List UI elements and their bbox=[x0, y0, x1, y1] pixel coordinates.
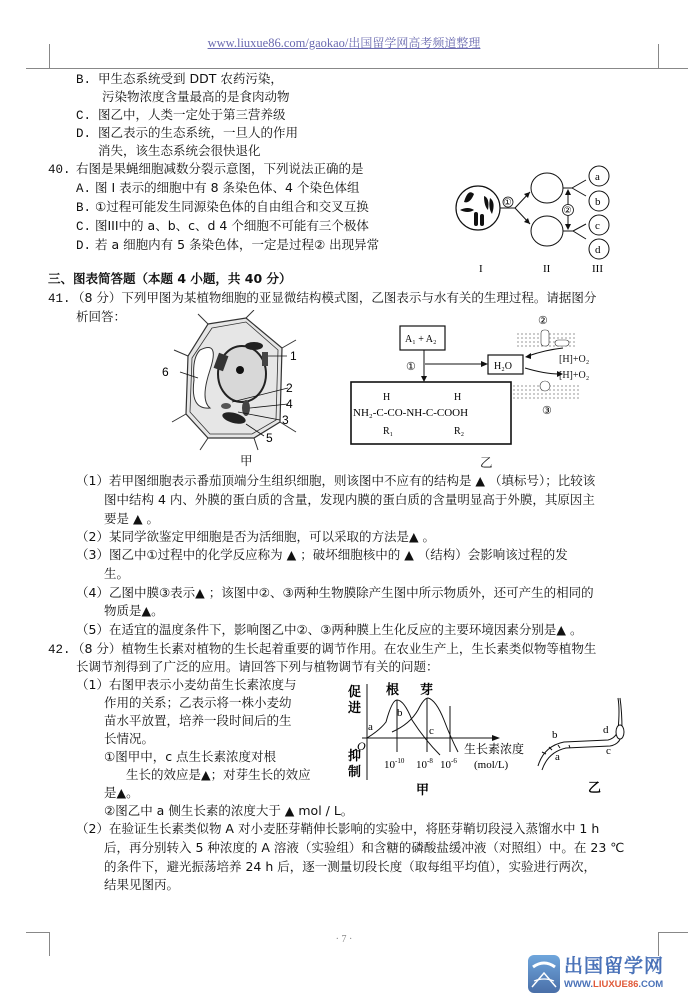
q42-sub2-line3: 的条件下，避光振荡培养 24 h 后，逐一测量切段长度（取每组平均值），实验进行两次， bbox=[104, 859, 596, 874]
y-label-inhibit-2: 制 bbox=[348, 765, 362, 780]
nucleus bbox=[218, 346, 266, 402]
q41-sub4-line1: （4）乙图中膜③表示▲ ；该图中②、③两种生物膜除产生图中所示物质外，还可产生的相同的 bbox=[76, 585, 594, 600]
membrane-2 bbox=[517, 330, 577, 346]
point-c-label: c bbox=[429, 725, 434, 737]
q41-fig-yi-caption: 乙 bbox=[480, 455, 493, 470]
corner-mark-top-right bbox=[658, 44, 659, 68]
q42-sub2-line4: 结果见图丙。 bbox=[104, 877, 180, 892]
logo-emblem-icon bbox=[528, 955, 560, 993]
curve-label-bud: 芽 bbox=[420, 683, 434, 698]
cell-label-3: 3 bbox=[282, 413, 289, 427]
cell-a-label: a bbox=[595, 171, 600, 183]
nucleolus bbox=[236, 366, 244, 374]
cell-d-label: d bbox=[595, 244, 601, 256]
header-rule bbox=[26, 68, 688, 69]
y-label-inhibit-1: 抑 bbox=[348, 749, 362, 764]
peptide-h2: H bbox=[454, 392, 462, 403]
q42-sub2-line2: 后，再分别转入 5 种浓度的 A 溶液（实验组）和含糖的磷酸盐缓冲液（对照组）中。在 23 ℃ bbox=[104, 840, 625, 855]
q41-sub2-line1: （2）某同学欲鉴定甲细胞是否为活细胞，可以采取的方法是▲ 。 bbox=[76, 529, 436, 544]
q41-sub3-line1: （3）图乙中①过程中的化学反应称为 ▲ ；破坏细胞核中的 ▲ （结构）会影响该过程的发 bbox=[76, 547, 568, 562]
q39-option-b-line1: 甲生态系统受到 DDT 农药污染， bbox=[98, 71, 283, 86]
q42-fig-yi-caption: 乙 bbox=[588, 781, 602, 796]
q42-sub1-line4: 长情况。 bbox=[104, 731, 155, 746]
q42-stem-line2: 长调节剂得到了广泛的应用。请回答下列与植物调节有关的问题： bbox=[76, 659, 439, 674]
seedling-d-label: d bbox=[603, 724, 609, 736]
stage-iii-label: III bbox=[592, 263, 603, 275]
peptide-r2: R₂ bbox=[454, 426, 465, 437]
membrane2-label: ② bbox=[538, 315, 548, 327]
membrane3-label: ③ bbox=[542, 405, 552, 417]
q41-number: 41. bbox=[48, 292, 71, 306]
q40-step1-label: ① bbox=[503, 197, 512, 207]
curve-label-root: 根 bbox=[386, 683, 400, 698]
page-header bbox=[0, 34, 688, 51]
membrane-3 bbox=[513, 381, 581, 398]
q39-option-b-line2: 污染物浓度含量最高的是食肉动物 bbox=[102, 89, 290, 104]
q41-sub4-line2: 物质是▲。 bbox=[104, 603, 164, 618]
q40-option-b: B. ①过程可能发生同源染色体的自由组合和交叉互换 bbox=[76, 199, 369, 215]
corner-mark-bottom-left-h bbox=[26, 932, 49, 933]
q42-auxin-chart bbox=[340, 680, 540, 805]
peptide-formula: NH₂-C-CO-NH-C-COOH bbox=[353, 407, 469, 419]
q42-sub2-line1: （2）在验证生长素类似物 A 对小麦胚芽鞘伸长影响的实验中，将胚芽鞘切段浸入蒸馏水中 1 h bbox=[76, 821, 600, 836]
q41-sub5-line1: （5）在适宜的温度条件下，影响图乙中②、③两种膜上生化反应的主要环境因素分别是▲ 。 bbox=[76, 622, 583, 637]
x-tick-1e-8: $10^{-8}$ bbox=[416, 757, 433, 771]
q42-sub1-line6: 生长的效应是▲；对芽生长的效应 bbox=[126, 767, 311, 782]
membrane3-product: [H]+O₂ bbox=[559, 370, 590, 381]
q40-stem: 右图是果蝇细胞减数分裂示意图，下列说法正确的是 bbox=[76, 161, 364, 176]
logo-cn-text: 出国留学网 bbox=[564, 955, 665, 977]
seedling-a-label: a bbox=[555, 751, 560, 763]
section3-title: 三、图表简答题（本题 4 小题，共 40 分） bbox=[48, 271, 292, 286]
stage-i-label: I bbox=[479, 263, 483, 275]
q41-fig-jia-caption: 甲 bbox=[240, 453, 253, 468]
header-url-link[interactable]: www.liuxue86.com/gaokao/ bbox=[207, 36, 349, 50]
cell-label-1: 1 bbox=[290, 349, 297, 363]
q39-option-c-label: C. bbox=[76, 109, 92, 123]
q41-water-process-figure bbox=[345, 310, 635, 460]
reactants-label: A₁ + A₂ bbox=[405, 334, 437, 345]
q40-option-a: A. 图 I 表示的细胞中有 8 条染色体、4 个染色体组 bbox=[76, 180, 360, 196]
point-b-label: b bbox=[397, 707, 403, 719]
cell-label-6: 6 bbox=[162, 365, 169, 379]
site-logo[interactable] bbox=[528, 955, 688, 997]
membrane2-product: [H]+O₂ bbox=[559, 354, 590, 365]
peptide-h1: H bbox=[383, 392, 391, 403]
q40-option-d: D. 若 a 细胞内有 5 条染色体，一定是过程② 出现异常 bbox=[76, 237, 380, 253]
q42-number: 42. bbox=[48, 643, 71, 657]
q41-stem-line2: 析回答： bbox=[76, 309, 127, 324]
q40-number: 40. bbox=[48, 163, 71, 177]
q39-option-d-line1: 图乙表示的生态系统，一旦人的作用 bbox=[98, 125, 299, 140]
q41-sub3-line2: 生。 bbox=[104, 566, 130, 581]
q41-sub1-line2: 图中结构 4 内、外膜的蛋白质的含量，发现内膜的蛋白质的含量明显高于外膜，其原因主 bbox=[104, 492, 595, 507]
water-label: H₂O bbox=[494, 361, 512, 372]
x-tick-1e-10: $10^{-10}$ bbox=[384, 757, 405, 771]
corner-mark-bottom-right-h bbox=[658, 932, 688, 933]
x-axis-label: 生长素浓度 bbox=[464, 742, 525, 756]
seedling-c-label: c bbox=[606, 745, 611, 757]
q41-sub1-line1: （1）若甲图细胞表示番茄顶端分生组织细胞，则该图中不应有的结构是 ▲ （填标号）；比较该 bbox=[76, 473, 596, 488]
q42-sub1-line5: ①图甲中，c 点生长素浓度对根 bbox=[104, 749, 277, 764]
point-a-label: a bbox=[368, 721, 373, 733]
q39-option-d-label: D. bbox=[76, 127, 92, 141]
q42-fig-jia-caption: 甲 bbox=[416, 783, 430, 798]
q41-sub1-line3: 要是 ▲ 。 bbox=[104, 511, 160, 526]
q42-sub1-line2: 作用的关系；乙表示将一株小麦幼 bbox=[104, 695, 292, 710]
q42-sub1-line1: （1）右图甲表示小麦幼苗生长素浓度与 bbox=[76, 677, 297, 692]
q40-option-c: C. 图III中的 a、b、c、d 4 个细胞不可能有三个极体 bbox=[76, 218, 369, 234]
cell-label-5: 5 bbox=[266, 431, 273, 445]
y-label-promote-1: 促 bbox=[348, 685, 362, 700]
chloroplast-top bbox=[245, 342, 263, 350]
q40-step2-label: ② bbox=[563, 205, 572, 215]
cell-b-label: b bbox=[595, 196, 601, 208]
q41-stem-line1: （8 分）下列甲图为某植物细胞的亚显微结构模式图，乙图表示与水有关的生理过程。请据图分 bbox=[72, 290, 597, 305]
seedling-b-label: b bbox=[552, 729, 558, 741]
cell-ii-bottom bbox=[531, 216, 563, 246]
q39-option-b-label: B. bbox=[76, 73, 92, 87]
cell-ii-top bbox=[531, 173, 563, 203]
q42-sub1-line3: 苗水平放置，培养一段时间后的生 bbox=[104, 713, 292, 728]
stage-ii-label: II bbox=[543, 263, 551, 275]
q40-meiosis-figure bbox=[440, 150, 640, 280]
q42-stem-line1: （8 分）植物生长素对植物的生长起着重要的调节作用。在农业生产上，生长素类似物等植物生 bbox=[72, 641, 597, 656]
cell-label-2: 2 bbox=[286, 381, 293, 395]
corner-mark-top-left bbox=[49, 44, 50, 68]
q42-sub1-line8: ②图乙中 a 侧生长素的浓度大于 ▲ mol / L。 bbox=[104, 803, 354, 818]
yi-step1-label: ① bbox=[406, 361, 416, 373]
logo-url-text: WWW.LIUXUE86.COM bbox=[564, 979, 664, 990]
page-number: · 7 · bbox=[335, 934, 353, 945]
q39-option-c-text: 图乙中，人类一定处于第三营养级 bbox=[98, 107, 286, 122]
header-site-link[interactable]: 出国留学网高考频道整理 bbox=[348, 36, 481, 50]
y-label-promote-2: 进 bbox=[348, 701, 362, 716]
peptide-r1: R₁ bbox=[383, 426, 394, 437]
q39-option-d-line2: 消失，该生态系统会很快退化 bbox=[98, 143, 261, 158]
q41-plant-cell-figure bbox=[150, 310, 350, 470]
x-unit-label: (mol/L) bbox=[474, 759, 509, 771]
cell-label-4: 4 bbox=[286, 397, 293, 411]
origin-label: O bbox=[357, 739, 366, 753]
q42-seedling-figure bbox=[530, 690, 660, 800]
x-tick-1e-6: $10^{-6}$ bbox=[440, 757, 457, 771]
q42-sub1-line7: 是▲。 bbox=[104, 785, 139, 800]
cell-c-label: c bbox=[595, 220, 600, 232]
